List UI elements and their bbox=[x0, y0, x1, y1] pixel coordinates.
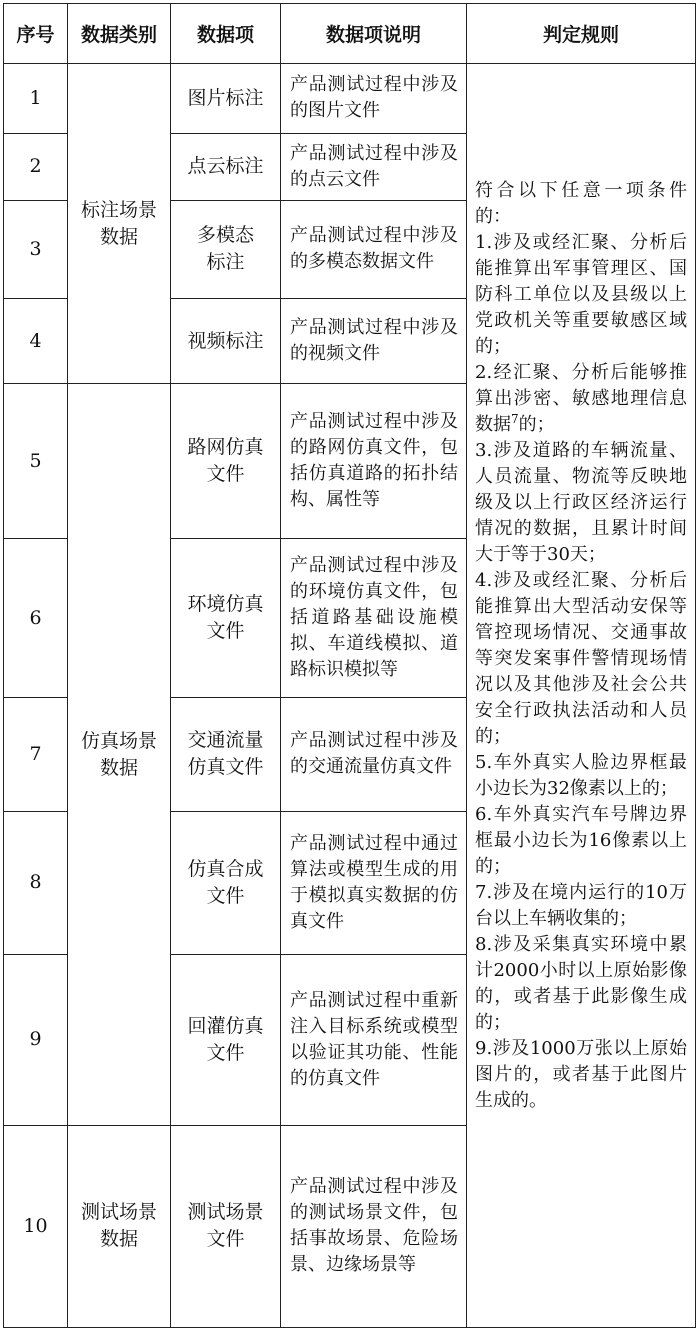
rule-cell bbox=[467, 64, 696, 1328]
row-description: 产品测试过程中涉及的点云文件 bbox=[281, 133, 467, 200]
row-seq: 7 bbox=[4, 697, 68, 811]
rule-6: 6.车外真实汽车号牌边界框最小边长为16像素以上的； bbox=[475, 804, 687, 878]
row-item: 路网仿真 文件 bbox=[171, 384, 281, 539]
row-item: 视频标注 bbox=[171, 298, 281, 384]
row-description: 产品测试过程中涉及的环境仿真文件，包括道路基础设施模拟、车道线模拟、道路标识模拟等 bbox=[281, 539, 467, 697]
header-seq: 序号 bbox=[4, 4, 68, 64]
row-seq: 2 bbox=[4, 133, 68, 200]
row-description: 产品测试过程中涉及的多模态数据文件 bbox=[281, 200, 467, 298]
row-item: 环境仿真 文件 bbox=[171, 539, 281, 697]
row-description: 产品测试过程中涉及的路网仿真文件，包括仿真道路的拓扑结构、属性等 bbox=[281, 384, 467, 539]
category-test bbox=[68, 1125, 171, 1327]
row-item: 多模态 标注 bbox=[171, 200, 281, 298]
rule-intro: 符合以下任意一项条件的： bbox=[475, 180, 687, 228]
row-seq: 4 bbox=[4, 298, 68, 384]
row-description: 产品测试过程中通过算法或模型生成的用于模拟真实数据的仿真文件 bbox=[281, 811, 467, 954]
rule-9: 9.涉及1000万张以上原始图片的，或者基于此图片生成的。 bbox=[475, 1038, 687, 1112]
row-description: 产品测试过程中涉及的交通流量仿真文件 bbox=[281, 697, 467, 811]
row-seq: 1 bbox=[4, 64, 68, 133]
rule-1: 1.涉及或经汇聚、分析后能推算出军事管理区、国防科工单位以及县级以上党政机关等重要敏感区域的； bbox=[475, 232, 687, 358]
row-item: 仿真合成 文件 bbox=[171, 811, 281, 954]
rule-3: 3.涉及道路的车辆流量、人员流量、物流等反映地级及以上行政区经济运行情况的数据，且累计时间大于等于30天； bbox=[475, 440, 687, 566]
rule-8: 8.涉及采集真实环境中累计2000小时以上原始影像的，或者基于此影像生成的； bbox=[475, 934, 687, 1034]
category-label: 测试场景 数据 bbox=[80, 1201, 157, 1251]
row-seq: 8 bbox=[4, 811, 68, 954]
row-item: 点云标注 bbox=[171, 133, 281, 200]
row-seq: 6 bbox=[4, 539, 68, 697]
rule-7: 7.涉及在境内运行的10万台以上车辆收集的； bbox=[475, 882, 687, 930]
row-description: 产品测试过程中涉及的图片文件 bbox=[281, 64, 467, 133]
header-category: 数据类别 bbox=[68, 4, 171, 64]
category-label: 仿真场景 数据 bbox=[80, 729, 157, 779]
category-annotation bbox=[68, 64, 171, 384]
category-label: 标注场景 数据 bbox=[80, 198, 157, 248]
table-row bbox=[4, 64, 696, 133]
row-seq: 9 bbox=[4, 954, 68, 1125]
category-simulation bbox=[68, 384, 171, 1126]
row-item: 回灌仿真 文件 bbox=[171, 954, 281, 1125]
row-seq: 10 bbox=[4, 1125, 68, 1327]
row-description: 产品测试过程中涉及的视频文件 bbox=[281, 298, 467, 384]
row-seq: 3 bbox=[4, 200, 68, 298]
data-classification-table bbox=[3, 3, 696, 1328]
row-item: 图片标注 bbox=[171, 64, 281, 133]
header-item: 数据项 bbox=[171, 4, 281, 64]
footnote-7: 7 bbox=[511, 412, 519, 427]
rule-4: 4.涉及或经汇聚、分析后能推算出大型活动安保等管控现场情况、交通事故等突发案事件警情现场情况以及其他涉及社会公共安全行政执法活动和人员的； bbox=[475, 570, 687, 748]
rule-2: 2.经汇聚、分析后能够推算出涉密、敏感地理信息数据$^7$的； bbox=[475, 362, 687, 436]
row-description: 产品测试过程中涉及的测试场景文件，包括事故场景、危险场景、边缘场景等 bbox=[281, 1125, 467, 1327]
row-item: 测试场景 文件 bbox=[171, 1125, 281, 1327]
header-rule: 判定规则 bbox=[467, 4, 696, 64]
row-seq: 5 bbox=[4, 384, 68, 539]
rule-5: 5.车外真实人脸边界框最小边长为32像素以上的； bbox=[475, 752, 687, 800]
header-row bbox=[4, 4, 696, 64]
header-description: 数据项说明 bbox=[281, 4, 467, 64]
row-item: 交通流量 仿真文件 bbox=[171, 697, 281, 811]
row-description: 产品测试过程中重新注入目标系统或模型以验证其功能、性能的仿真文件 bbox=[281, 954, 467, 1125]
